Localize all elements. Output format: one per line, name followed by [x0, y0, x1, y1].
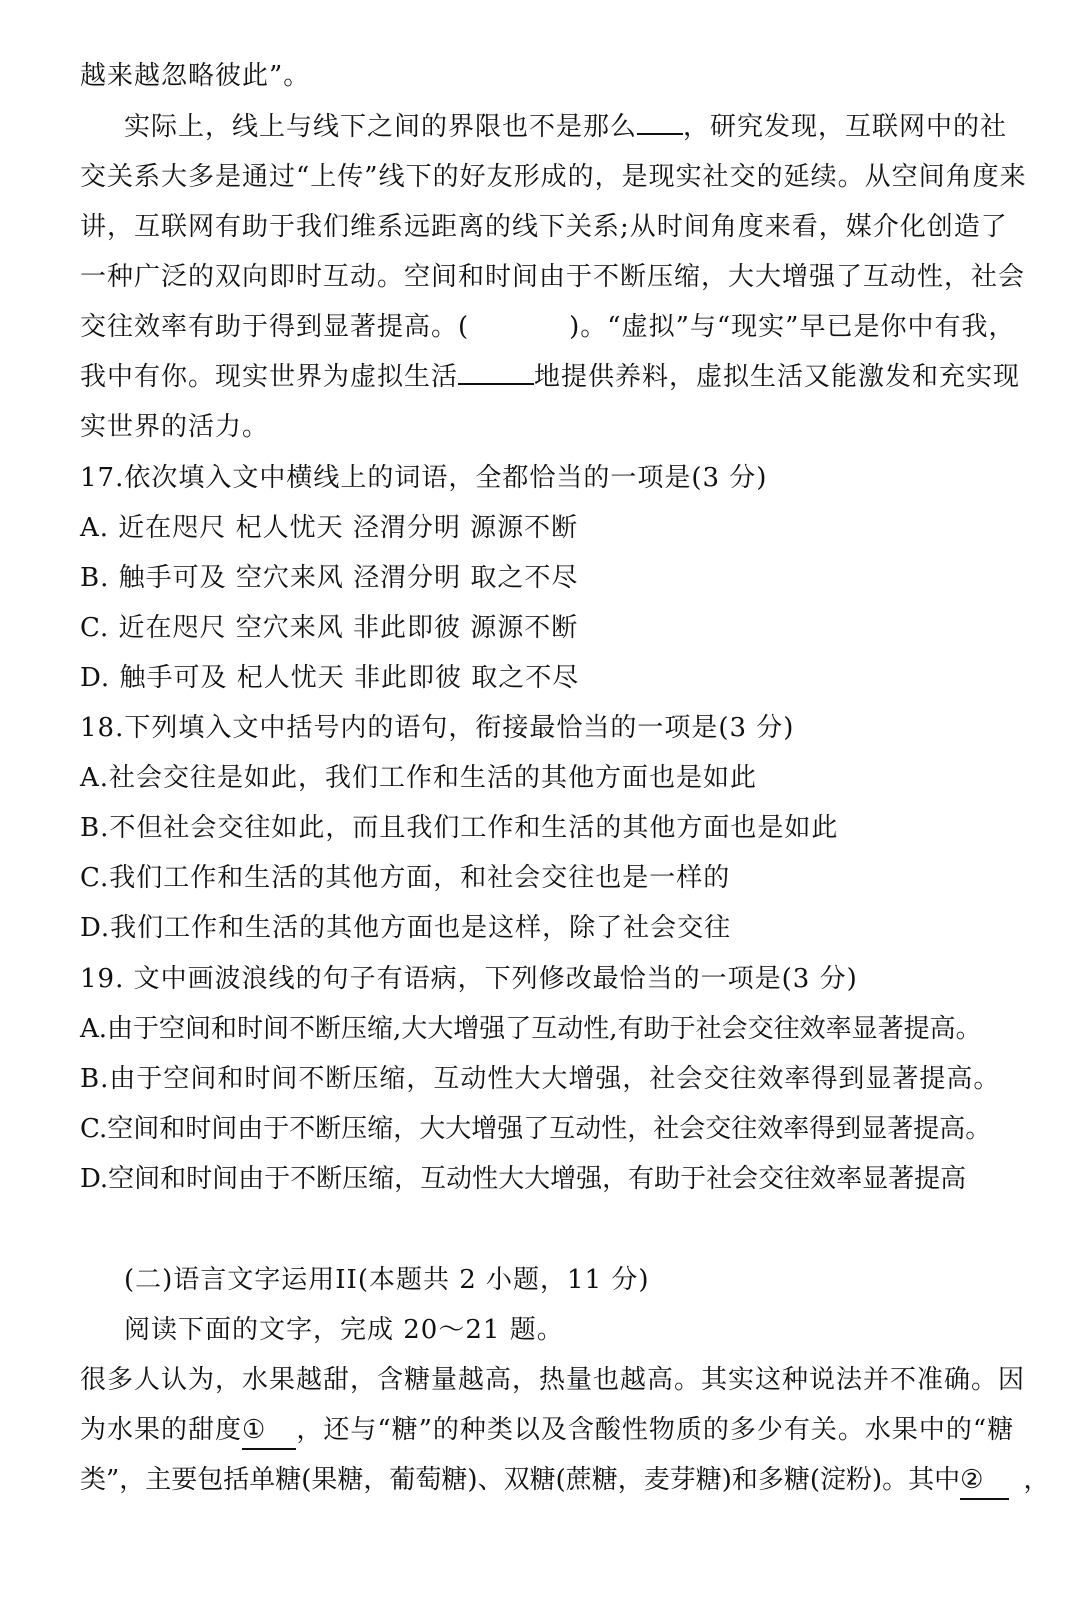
section-heading: (二)语言文字运用II(本题共 2 小题，11 分) [124, 1265, 650, 1295]
q17-option-b: B. 触手可及 空穴来风 泾渭分明 取之不尽 [80, 563, 579, 593]
passage-line: 实世界的活力。 [80, 412, 270, 442]
question-19-stem: 19. 文中画波浪线的句子有语病，下列修改最恰当的一项是(3 分) [80, 964, 858, 994]
reading-line: 很多人认为，水果越甜，含糖量越高，热量也越高。其实这种说法并不准确。因 [80, 1365, 1026, 1395]
question-18-stem: 18.下列填入文中括号内的语句，衔接最恰当的一项是(3 分) [80, 713, 795, 743]
question-17-stem: 17.依次填入文中横线上的词语，全都恰当的一项是(3 分) [80, 463, 768, 493]
q17-option-c: C. 近在咫尺 空穴来风 非此即彼 源源不断 [80, 613, 579, 643]
passage-line: 讲，互联网有助于我们维系远距离的线下关系;从时间角度来看，媒介化创造了 [80, 212, 1008, 242]
section-instruction: 阅读下面的文字，完成 20～21 题。 [124, 1315, 564, 1345]
fill-blank [637, 109, 683, 135]
q18-option-a: A.社会交往是如此，我们工作和生活的其他方面也是如此 [80, 763, 758, 793]
blank-marker-2: ② [960, 1462, 1009, 1500]
q19-option-c: C.空间和时间由于不断压缩，大大增强了互动性，社会交往效率得到显著提高。 [80, 1114, 992, 1144]
reading-line: 为水果的甜度① ，还与“糖”的种类以及含酸性物质的多少有关。水果中的“糖 [80, 1412, 1014, 1450]
passage-line: 交关系大多是通过“上传”线下的好友形成的，是现实社交的延续。从空间角度来 [80, 162, 1027, 192]
q17-option-a: A. 近在咫尺 杞人忧天 泾渭分明 源源不断 [80, 513, 579, 543]
reading-line: 类”，主要包括单糖(果糖，葡萄糖)、双糖(蔗糖，麦芽糖)和多糖(淀粉)。其中② ， [80, 1462, 1049, 1500]
passage-line: 实际上，线上与线下之间的界限也不是那么 ，研究发现，互联网中的社 [124, 109, 1007, 145]
passage-line: 交往效率有助于得到显著提高。( )。“虚拟”与“现实”早已是你中有我， [80, 312, 1016, 342]
passage-line: 一种广泛的双向即时互动。空间和时间由于不断压缩，大大增强了互动性，社会 [80, 262, 1026, 292]
q18-option-b: B.不但社会交往如此，而且我们工作和生活的其他方面也是如此 [80, 813, 839, 843]
q19-option-a: A.由于空间和时间不断压缩,大大增强了互动性,有助于社会交往效率显著提高。 [80, 1014, 982, 1044]
q19-option-d: D.空间和时间由于不断压缩，互动性大大增强，有助于社会交往效率显著提高 [80, 1164, 967, 1194]
blank-marker-1: ① [242, 1412, 296, 1450]
passage-line: 越来越忽略彼此”。 [80, 61, 311, 91]
q18-option-d: D.我们工作和生活的其他方面也是这样，除了社会交往 [80, 913, 732, 943]
q19-option-b: B.由于空间和时间不断压缩，互动性大大增强，社会交往效率得到显著提高。 [80, 1064, 1001, 1094]
fill-blank [458, 359, 534, 385]
q17-option-d: D. 触手可及 杞人忧天 非此即彼 取之不尽 [80, 663, 580, 693]
passage-line: 我中有你。现实世界为虚拟生活 地提供养料，虚拟生活又能激发和充实现 [80, 359, 1020, 395]
q18-option-c: C.我们工作和生活的其他方面，和社会交往也是一样的 [80, 863, 731, 893]
